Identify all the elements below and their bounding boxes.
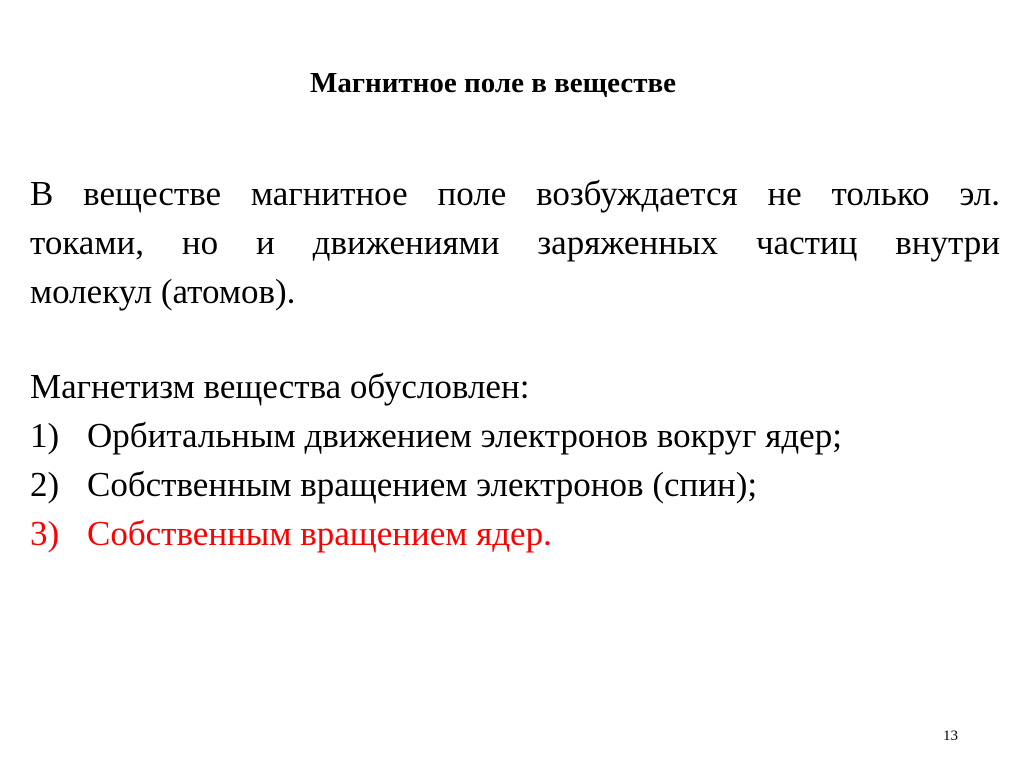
paragraph-line: В веществе магнитное поле возбуждается не только эл. bbox=[30, 174, 1000, 213]
list-item-text: Собственным вращением электронов (спин); bbox=[87, 465, 758, 504]
list-item-highlighted bbox=[30, 509, 842, 558]
numbered-list bbox=[30, 411, 842, 558]
paragraph-line: токами, но и движениями заряженных частиц внутри bbox=[30, 223, 1000, 262]
list-item bbox=[30, 460, 842, 509]
list-item-number: 1) bbox=[30, 416, 60, 455]
list-item-text: Орбитальным движением электронов вокруг ядер; bbox=[87, 416, 842, 455]
slide-title: Магнитное поле в веществе bbox=[309, 67, 677, 99]
body-paragraph bbox=[30, 169, 1000, 316]
list-item-number: 3) bbox=[30, 514, 60, 553]
list-item bbox=[30, 411, 842, 460]
list-item-text: Собственным вращением ядер. bbox=[87, 514, 552, 553]
list-item-number: 2) bbox=[30, 465, 60, 504]
page-number: 13 bbox=[943, 728, 958, 744]
paragraph-line: молекул (атомов). bbox=[30, 272, 296, 311]
list-intro: Магнетизм вещества обусловлен: bbox=[30, 367, 530, 406]
